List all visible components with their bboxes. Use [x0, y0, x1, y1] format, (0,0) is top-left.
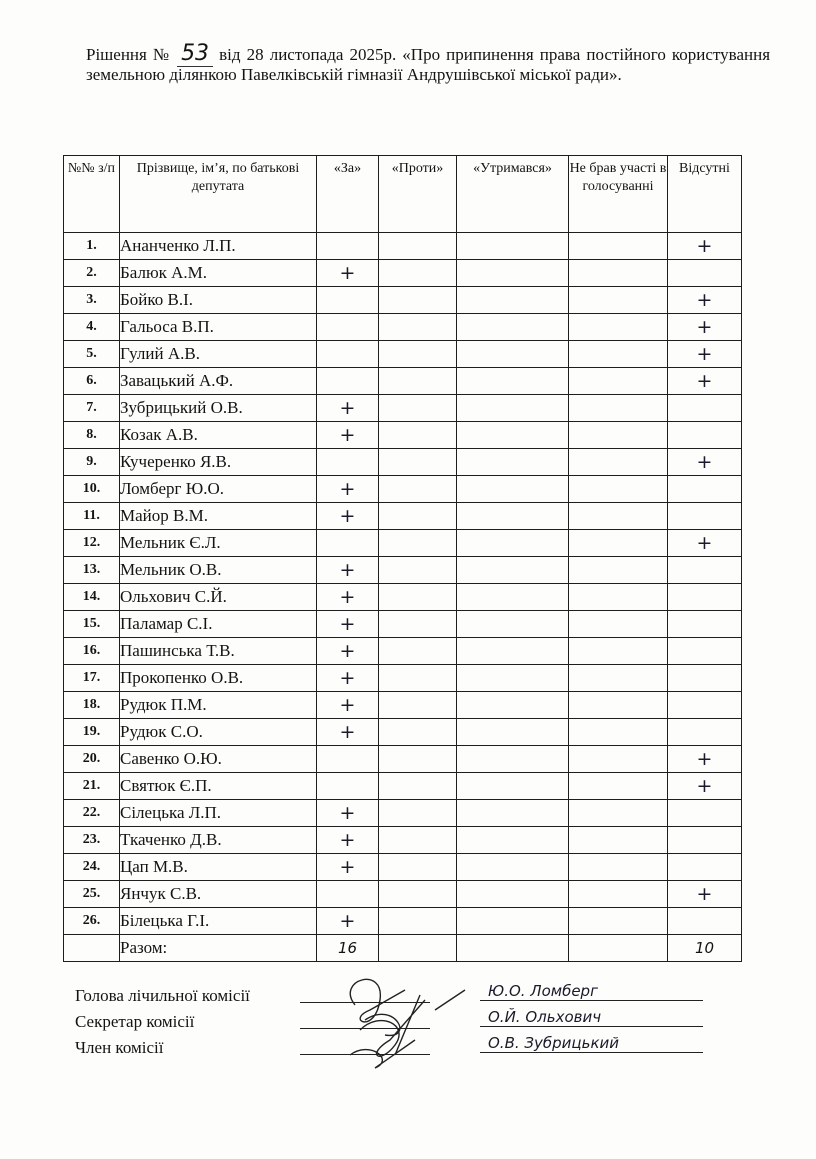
row-number: 11.: [64, 503, 120, 530]
vote-against-cell: [379, 908, 457, 935]
vote-absent-cell: +: [668, 368, 742, 395]
row-number: 17.: [64, 665, 120, 692]
deputy-name: Прокопенко О.В.: [120, 665, 317, 692]
row-number: 23.: [64, 827, 120, 854]
col-header-absent: Відсутні: [668, 156, 742, 233]
vote-did-not-vote-cell: [569, 638, 668, 665]
vote-abstained-cell: [457, 314, 569, 341]
vote-did-not-vote-cell: [569, 881, 668, 908]
vote-for-cell: [317, 530, 379, 557]
vote-did-not-vote-cell: [569, 908, 668, 935]
deputy-name: Гулий А.В.: [120, 341, 317, 368]
table-row: [64, 233, 742, 260]
total-for: 16: [317, 935, 379, 962]
row-number: 21.: [64, 773, 120, 800]
vote-for-cell: [317, 773, 379, 800]
table-row: [64, 881, 742, 908]
vote-for-cell: +: [317, 827, 379, 854]
row-number: 18.: [64, 692, 120, 719]
table-row: [64, 692, 742, 719]
table-row: [64, 476, 742, 503]
row-number: 25.: [64, 881, 120, 908]
deputy-name: Янчук С.В.: [120, 881, 317, 908]
vote-against-cell: [379, 476, 457, 503]
vote-abstained-cell: [457, 881, 569, 908]
vote-absent-cell: [668, 611, 742, 638]
vote-absent-cell: +: [668, 530, 742, 557]
vote-did-not-vote-cell: [569, 530, 668, 557]
vote-abstained-cell: [457, 611, 569, 638]
vote-against-cell: [379, 881, 457, 908]
vote-absent-cell: [668, 503, 742, 530]
col-header-for: «За»: [317, 156, 379, 233]
deputy-name: Паламар С.І.: [120, 611, 317, 638]
total-against: [379, 935, 457, 962]
vote-did-not-vote-cell: [569, 449, 668, 476]
deputy-name: Рудюк С.О.: [120, 719, 317, 746]
vote-did-not-vote-cell: [569, 611, 668, 638]
vote-abstained-cell: [457, 530, 569, 557]
vote-against-cell: [379, 368, 457, 395]
row-number: 10.: [64, 476, 120, 503]
vote-did-not-vote-cell: [569, 341, 668, 368]
col-header-abstained: «Утримався»: [457, 156, 569, 233]
vote-abstained-cell: [457, 692, 569, 719]
deputy-name: Пашинська Т.В.: [120, 638, 317, 665]
total-row: [64, 935, 742, 962]
vote-absent-cell: +: [668, 287, 742, 314]
deputy-name: Гальоса В.П.: [120, 314, 317, 341]
row-number: 8.: [64, 422, 120, 449]
vote-abstained-cell: [457, 476, 569, 503]
table-row: [64, 773, 742, 800]
vote-for-cell: +: [317, 719, 379, 746]
deputy-name: Святюк Є.П.: [120, 773, 317, 800]
vote-did-not-vote-cell: [569, 233, 668, 260]
signature-name: Ю.О. Ломберг: [480, 982, 703, 1001]
deputy-name: Білецька Г.І.: [120, 908, 317, 935]
vote-for-cell: +: [317, 557, 379, 584]
vote-absent-cell: +: [668, 881, 742, 908]
vote-against-cell: [379, 341, 457, 368]
col-header-name: Прізвище, ім’я, по батькові депутата: [120, 156, 317, 233]
vote-absent-cell: [668, 800, 742, 827]
vote-did-not-vote-cell: [569, 503, 668, 530]
signature-role: Секретар комісії: [75, 1012, 195, 1031]
deputy-name: Козак А.В.: [120, 422, 317, 449]
table-row: [64, 638, 742, 665]
vote-absent-cell: +: [668, 341, 742, 368]
decision-heading: [86, 41, 771, 85]
vote-absent-cell: [668, 854, 742, 881]
vote-against-cell: [379, 692, 457, 719]
table-row: [64, 611, 742, 638]
vote-against-cell: [379, 557, 457, 584]
vote-did-not-vote-cell: [569, 260, 668, 287]
table-row: [64, 827, 742, 854]
deputy-name: Мельник О.В.: [120, 557, 317, 584]
table-row: [64, 665, 742, 692]
row-number: 12.: [64, 530, 120, 557]
table-row: [64, 260, 742, 287]
signature-role: Голова лічильної комісії: [75, 986, 250, 1005]
row-number: 5.: [64, 341, 120, 368]
vote-absent-cell: [668, 557, 742, 584]
vote-for-cell: [317, 746, 379, 773]
table-row: [64, 395, 742, 422]
vote-abstained-cell: [457, 368, 569, 395]
vote-did-not-vote-cell: [569, 665, 668, 692]
vote-against-cell: [379, 800, 457, 827]
vote-abstained-cell: [457, 422, 569, 449]
row-number: 7.: [64, 395, 120, 422]
table-row: [64, 854, 742, 881]
vote-abstained-cell: [457, 233, 569, 260]
vote-against-cell: [379, 395, 457, 422]
signature-name: О.Й. Ольхович: [480, 1008, 703, 1027]
vote-did-not-vote-cell: [569, 800, 668, 827]
row-number: 26.: [64, 908, 120, 935]
table-header-row: [64, 156, 742, 233]
vote-did-not-vote-cell: [569, 692, 668, 719]
vote-against-cell: [379, 233, 457, 260]
table-row: [64, 341, 742, 368]
row-number: 3.: [64, 287, 120, 314]
deputy-name: Бойко В.І.: [120, 287, 317, 314]
vote-against-cell: [379, 503, 457, 530]
total-empty-cell: [64, 935, 120, 962]
vote-absent-cell: [668, 908, 742, 935]
vote-abstained-cell: [457, 827, 569, 854]
decision-number: 53: [177, 41, 213, 67]
vote-against-cell: [379, 584, 457, 611]
table-row: [64, 287, 742, 314]
deputy-name: Ткаченко Д.В.: [120, 827, 317, 854]
row-number: 16.: [64, 638, 120, 665]
row-number: 4.: [64, 314, 120, 341]
row-number: 14.: [64, 584, 120, 611]
vote-for-cell: +: [317, 584, 379, 611]
deputy-name: Сілецька Л.П.: [120, 800, 317, 827]
vote-for-cell: [317, 287, 379, 314]
vote-abstained-cell: [457, 854, 569, 881]
deputy-name: Савенко О.Ю.: [120, 746, 317, 773]
vote-against-cell: [379, 719, 457, 746]
vote-for-cell: [317, 314, 379, 341]
row-number: 22.: [64, 800, 120, 827]
vote-table: [63, 155, 742, 962]
vote-absent-cell: +: [668, 449, 742, 476]
col-header-did-not-vote: Не брав участі в голосуванні: [569, 156, 668, 233]
vote-abstained-cell: [457, 503, 569, 530]
col-header-number: №№ з/п: [64, 156, 120, 233]
vote-against-cell: [379, 611, 457, 638]
deputy-name: Рудюк П.М.: [120, 692, 317, 719]
vote-abstained-cell: [457, 773, 569, 800]
row-number: 13.: [64, 557, 120, 584]
vote-absent-cell: +: [668, 233, 742, 260]
vote-did-not-vote-cell: [569, 287, 668, 314]
table-row: [64, 908, 742, 935]
vote-absent-cell: +: [668, 314, 742, 341]
vote-for-cell: +: [317, 638, 379, 665]
vote-absent-cell: [668, 638, 742, 665]
vote-did-not-vote-cell: [569, 395, 668, 422]
vote-for-cell: [317, 368, 379, 395]
vote-for-cell: +: [317, 260, 379, 287]
deputy-name: Ольхович С.Й.: [120, 584, 317, 611]
vote-abstained-cell: [457, 395, 569, 422]
table-row: [64, 557, 742, 584]
vote-against-cell: [379, 449, 457, 476]
vote-for-cell: +: [317, 692, 379, 719]
vote-against-cell: [379, 260, 457, 287]
vote-did-not-vote-cell: [569, 746, 668, 773]
table-row: [64, 584, 742, 611]
vote-against-cell: [379, 638, 457, 665]
deputy-name: Ломберг Ю.О.: [120, 476, 317, 503]
total-label: Разом:: [120, 935, 317, 962]
vote-absent-cell: [668, 692, 742, 719]
vote-for-cell: +: [317, 503, 379, 530]
table-row: [64, 314, 742, 341]
deputy-name: Зубрицький О.В.: [120, 395, 317, 422]
vote-against-cell: [379, 746, 457, 773]
vote-against-cell: [379, 422, 457, 449]
vote-for-cell: +: [317, 395, 379, 422]
deputy-name: Ананченко Л.П.: [120, 233, 317, 260]
vote-against-cell: [379, 314, 457, 341]
table-row: [64, 422, 742, 449]
vote-abstained-cell: [457, 341, 569, 368]
vote-against-cell: [379, 773, 457, 800]
vote-against-cell: [379, 530, 457, 557]
decision-prefix: Рішення №: [86, 45, 171, 64]
vote-abstained-cell: [457, 287, 569, 314]
vote-did-not-vote-cell: [569, 773, 668, 800]
row-number: 15.: [64, 611, 120, 638]
vote-for-cell: +: [317, 476, 379, 503]
vote-for-cell: +: [317, 854, 379, 881]
table-row: [64, 503, 742, 530]
vote-abstained-cell: [457, 800, 569, 827]
vote-did-not-vote-cell: [569, 719, 668, 746]
vote-for-cell: [317, 881, 379, 908]
vote-abstained-cell: [457, 908, 569, 935]
vote-did-not-vote-cell: [569, 368, 668, 395]
signature-name: О.В. Зубрицький: [480, 1034, 703, 1053]
row-number: 9.: [64, 449, 120, 476]
vote-absent-cell: [668, 422, 742, 449]
vote-for-cell: +: [317, 908, 379, 935]
vote-absent-cell: +: [668, 746, 742, 773]
vote-absent-cell: [668, 395, 742, 422]
row-number: 24.: [64, 854, 120, 881]
vote-for-cell: [317, 341, 379, 368]
deputy-name: Кучеренко Я.В.: [120, 449, 317, 476]
vote-did-not-vote-cell: [569, 827, 668, 854]
table-row: [64, 719, 742, 746]
row-number: 19.: [64, 719, 120, 746]
row-number: 1.: [64, 233, 120, 260]
vote-against-cell: [379, 827, 457, 854]
vote-for-cell: +: [317, 611, 379, 638]
col-header-against: «Проти»: [379, 156, 457, 233]
table-row: [64, 800, 742, 827]
vote-absent-cell: [668, 827, 742, 854]
vote-absent-cell: [668, 665, 742, 692]
vote-for-cell: [317, 449, 379, 476]
vote-abstained-cell: [457, 557, 569, 584]
vote-absent-cell: [668, 260, 742, 287]
vote-abstained-cell: [457, 719, 569, 746]
vote-abstained-cell: [457, 584, 569, 611]
vote-for-cell: +: [317, 422, 379, 449]
decision-title: від 28 листопада 2025р. «Про припинення права постійного користування земельною ділянкою Павелківській гімназії Андрушівської міської ради».: [86, 45, 771, 84]
vote-abstained-cell: [457, 260, 569, 287]
vote-for-cell: [317, 233, 379, 260]
vote-against-cell: [379, 287, 457, 314]
deputy-name: Цап М.В.: [120, 854, 317, 881]
vote-for-cell: +: [317, 800, 379, 827]
vote-did-not-vote-cell: [569, 854, 668, 881]
vote-absent-cell: +: [668, 773, 742, 800]
deputy-name: Балюк А.М.: [120, 260, 317, 287]
vote-abstained-cell: [457, 665, 569, 692]
table-row: [64, 449, 742, 476]
vote-did-not-vote-cell: [569, 314, 668, 341]
vote-against-cell: [379, 665, 457, 692]
deputy-name: Завацький А.Ф.: [120, 368, 317, 395]
table-row: [64, 530, 742, 557]
vote-absent-cell: [668, 476, 742, 503]
vote-absent-cell: [668, 584, 742, 611]
signature-role: Член комісії: [75, 1038, 164, 1057]
handwritten-signatures: [325, 960, 485, 1080]
total-did-not-vote: [569, 935, 668, 962]
row-number: 2.: [64, 260, 120, 287]
vote-abstained-cell: [457, 449, 569, 476]
table-row: [64, 746, 742, 773]
deputy-name: Майор В.М.: [120, 503, 317, 530]
vote-did-not-vote-cell: [569, 476, 668, 503]
total-abstained: [457, 935, 569, 962]
deputy-name: Мельник Є.Л.: [120, 530, 317, 557]
vote-absent-cell: [668, 719, 742, 746]
vote-did-not-vote-cell: [569, 422, 668, 449]
vote-abstained-cell: [457, 638, 569, 665]
row-number: 6.: [64, 368, 120, 395]
total-absent: 10: [668, 935, 742, 962]
vote-did-not-vote-cell: [569, 557, 668, 584]
table-row: [64, 368, 742, 395]
vote-against-cell: [379, 854, 457, 881]
row-number: 20.: [64, 746, 120, 773]
vote-abstained-cell: [457, 746, 569, 773]
vote-for-cell: +: [317, 665, 379, 692]
vote-did-not-vote-cell: [569, 584, 668, 611]
